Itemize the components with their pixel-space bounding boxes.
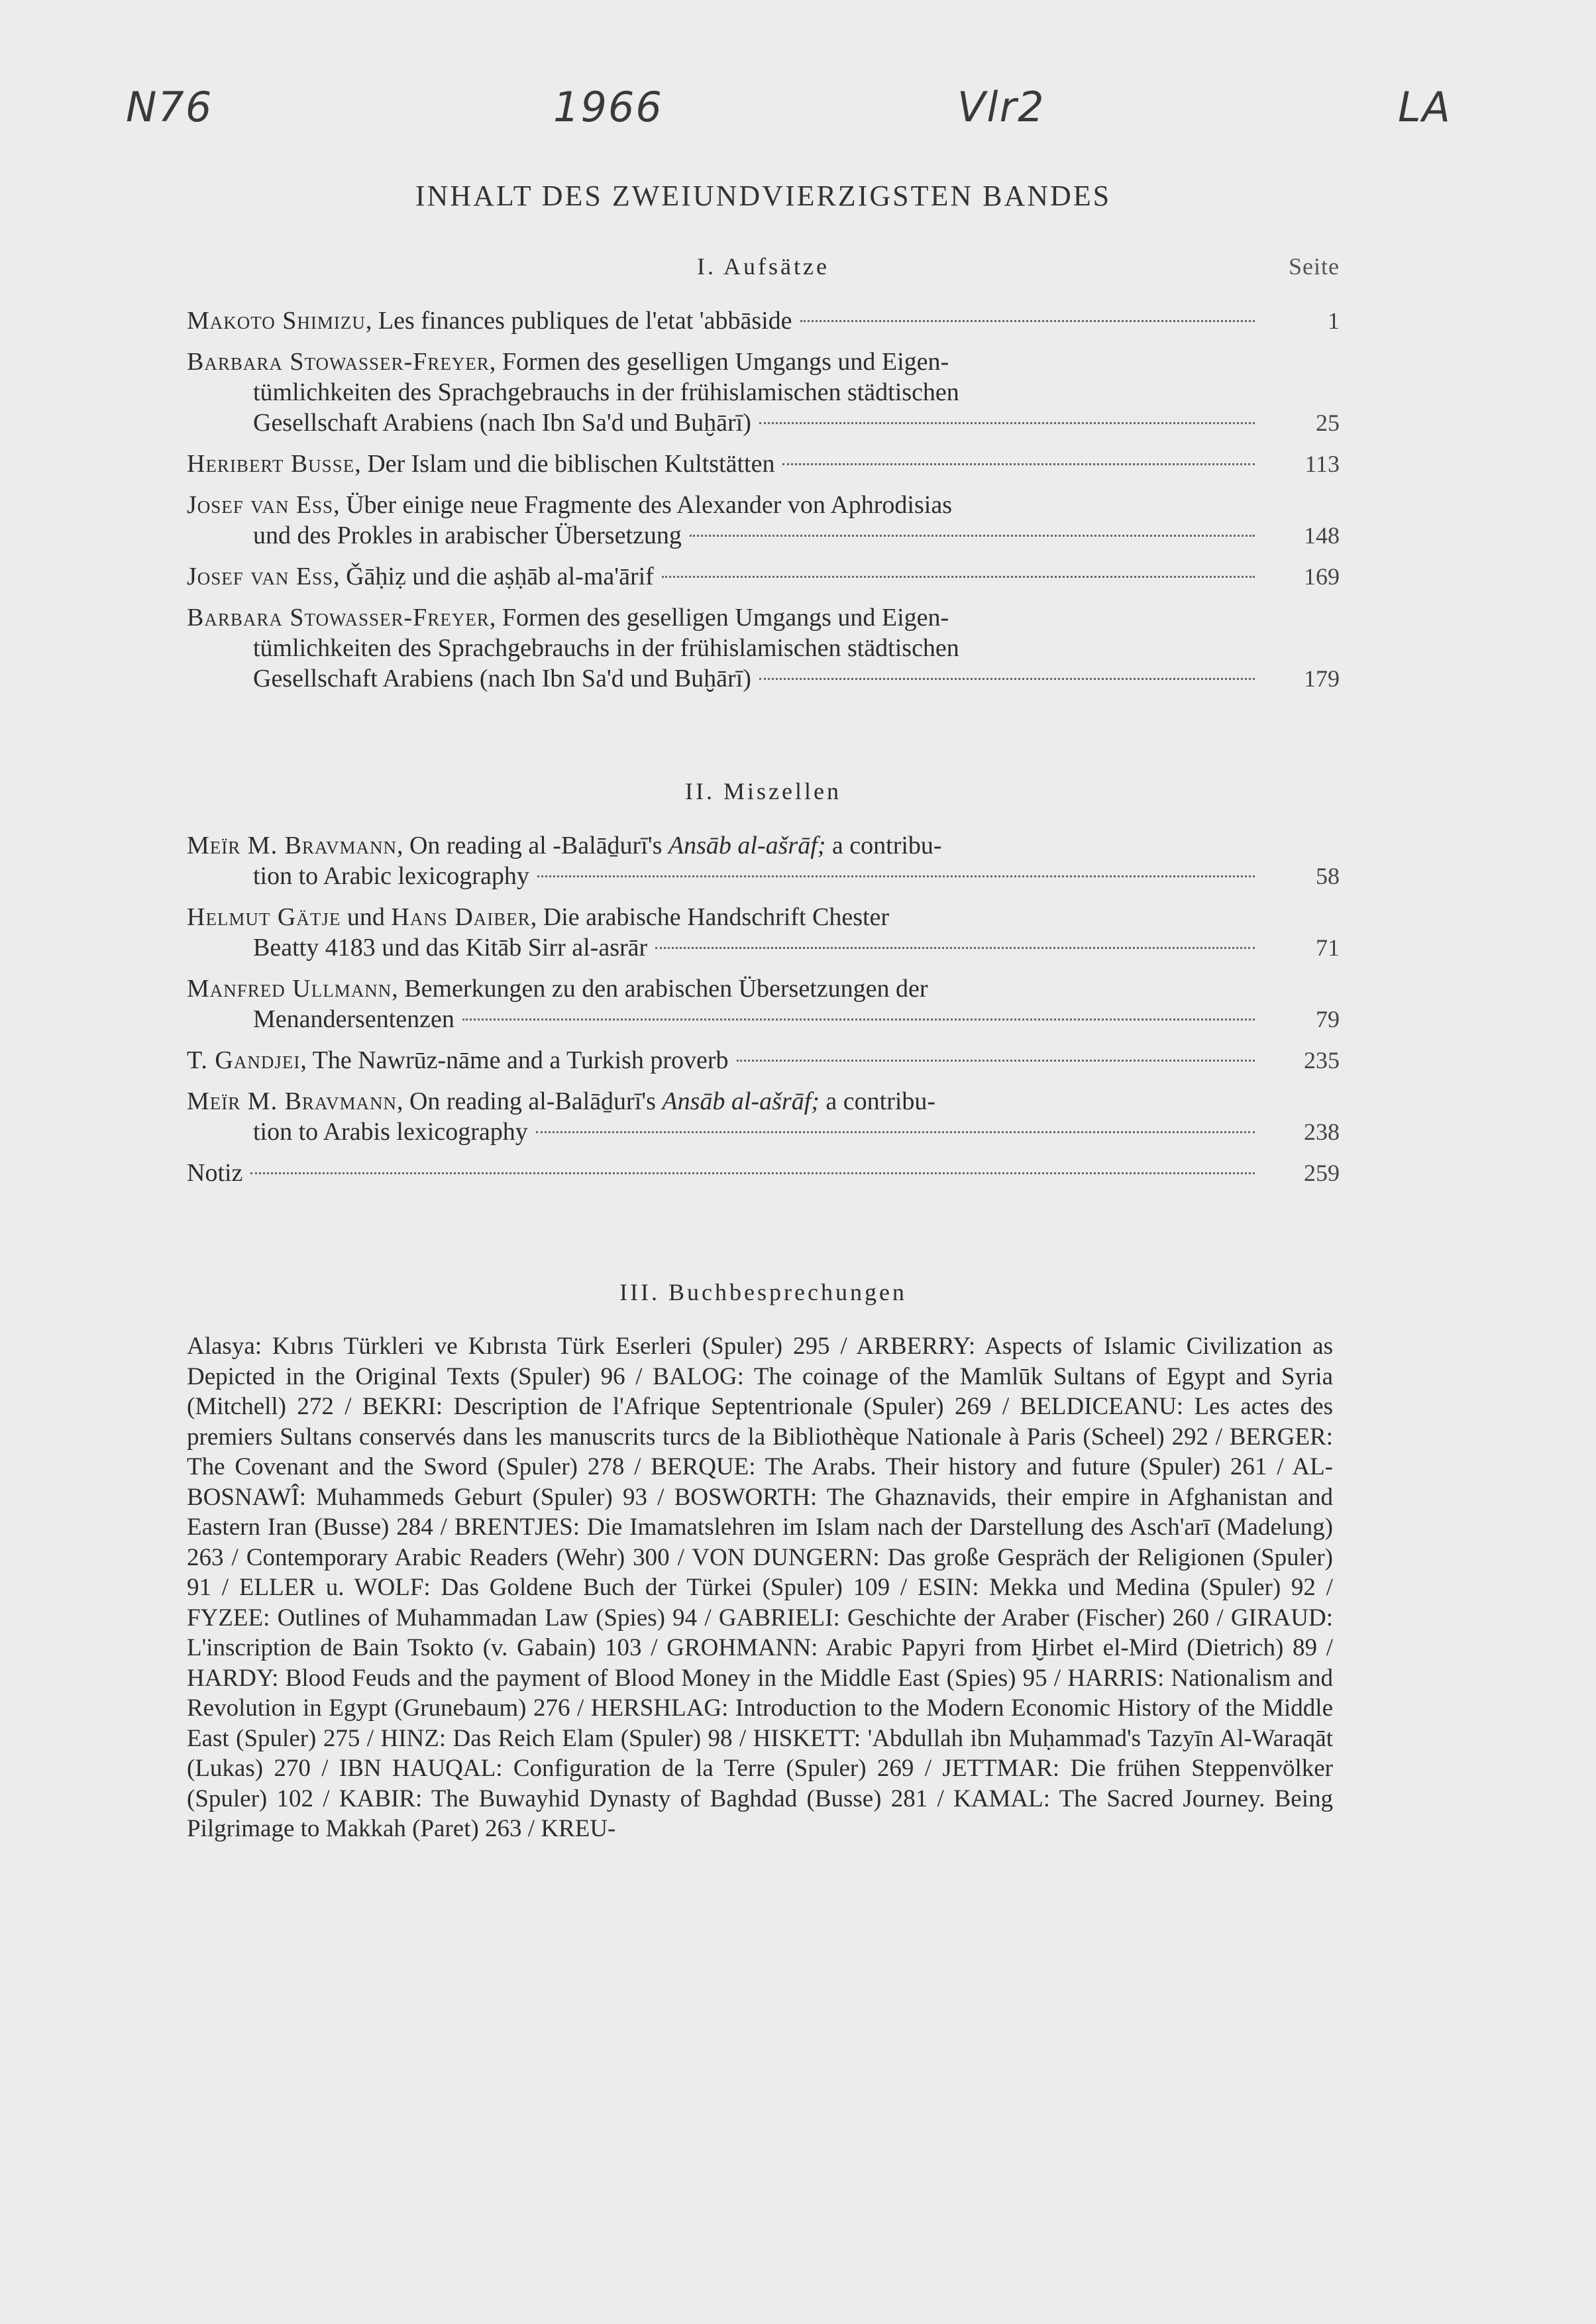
entry-title-italic: Ansāb al-ašrāf; xyxy=(662,1087,820,1115)
toc-entry: Barbara Stowasser-Freyer, Formen des geselligen Umgangs und Eigen- tümlichkeiten des Sprachgebrauchs in der frühislamischen städtischen Gesellschaft Arabiens (nach Ibn Sa'd und Buḫārī) 25 xyxy=(187,348,1340,437)
entry-title-cont: Gesellschaft Arabiens (nach Ibn Sa'd und Buḫārī) xyxy=(253,409,751,437)
entry-title-cont: tümlichkeiten des Sprachgebrauchs in der frühislamischen städtischen xyxy=(253,634,959,662)
entry-title: Formen des geselligen Umgangs und Eigen- xyxy=(502,604,949,632)
toc-entry: Manfred Ullmann, Bemerkungen zu den arabischen Übersetzungen der Menandersentenzen 79 xyxy=(187,975,1340,1033)
leader-dots xyxy=(462,1019,1255,1021)
toc-entry xyxy=(187,1158,1340,1188)
handwritten-mark: 1966 xyxy=(553,83,663,131)
handwritten-mark: LA xyxy=(1398,83,1452,131)
book-reviews-paragraph: Alasya: Kıbrıs Türkleri ve Kıbrısta Türk Eserleri (Spuler) 295 / ARBERRY: Aspects of Islamic Civilization as Depicted in the Original Texts (Spuler) 96 / BALOG: The coinage of the Mamlūk Sultans of Egypt and Syria (Mitchell) 272 / BEKRI: Description de l'Afrique Septentrionale (Spuler) 269 / BELDICEANU: Les actes des premiers Sultans conservés dans les manuscrits turcs de la Bibliothèque Nationale à Paris (Scheel) 292 / BERGER: The Covenant and the Sword (Spuler) 278 / BERQUE: The Arabs. Their history and future (Spuler) 261 / AL-BOSNAWÎ: Muhammeds Geburt (Spuler) 93 / BOSWORTH: The Ghaznavids, their empire in Afghanistan and Eastern Iran (Busse) 284 / BRENTJES: Die Imamatslehren im Islam nach der Darstellung des Asch'arī (Madelung) 263 / Contemporary Arabic Readers (Wehr) 300 / VON DUNGERN: Das große Gespräch der Religionen (Spuler) 91 / ELLER u. WOLF: Das Goldene Buch der Türkei (Spuler) 109 / ESIN: Mekka und Medina (Spuler) 92 / FYZEE: Outlines of Muhammadan Law (Spies) 94 / GABRIELI: Geschichte der Araber (Fischer) 260 / GIRAUD: L'inscription de Bain Tsokto (v. Gabain) 103 / GROHMANN: Arabic Papyri from Ḫirbet el-Mird (Dietrich) 89 / HARDY: Blood Feuds and the payment of Blood Money in the Middle East (Spies) 95 / HARRIS: Nationalism and Revolution in Egypt (Grunebaum) 276 / HERSHLAG: Introduction to the Modern Economic History of the Middle East (Spuler) 275 / HINZ: Das Reich Elam (Spuler) 98 / HISKETT: 'Abdullah ibn Muḥammad's Tazyīn Al-Waraqāt (Lukas) 270 / IBN HAUQAL: Configuration de la Terre (Spuler) 269 / JETTMAR: Die frühen Steppenvölker (Spuler) 102 / KABIR: The Buwayhid Dynasty of Baghdad (Busse) 281 / KAMAL: The Sacred Journey. Being Pilgrimage to Makkah (Paret) 263 / KREU- xyxy=(187,1333,1333,1842)
toc-entry: Josef van Ess, Über einige neue Fragmente des Alexander von Aphrodisias und des Prokles in arabischer Übersetzung 148 xyxy=(187,491,1340,549)
toc-entry: Barbara Stowasser-Freyer, Formen des geselligen Umgangs und Eigen- tümlichkeiten des Sprachgebrauchs in der frühislamischen städtischen Gesellschaft Arabiens (nach Ibn Sa'd und Buḫārī) 179 xyxy=(187,604,1340,692)
leader-dots xyxy=(250,1172,1255,1174)
entry-title-cont: tümlichkeiten des Sprachgebrauchs in der frühislamischen städtischen xyxy=(253,378,959,406)
entry-author: Meïr M. Bravmann xyxy=(187,832,397,859)
entry-title: Formen des geselligen Umgangs und Eigen- xyxy=(502,348,949,376)
entry-author: Heribert Busse xyxy=(187,450,355,478)
entry-page: 148 xyxy=(1304,522,1340,549)
entry-author: Helmut Gätje xyxy=(187,903,341,931)
leader-dots xyxy=(536,1131,1255,1133)
leader-dots xyxy=(800,320,1255,322)
section-title: III. Buchbesprechungen xyxy=(619,1279,907,1305)
toc-entry: T. Gandjei, The Nawrūz-nāme and a Turkish proverb 235 xyxy=(187,1046,1340,1074)
section-heading-buchbesprechungen xyxy=(187,1278,1340,1306)
entry-title-cont: und des Prokles in arabischer Übersetzung xyxy=(253,522,682,549)
entry-title: Notiz xyxy=(187,1159,243,1187)
toc-entry: Makoto Shimizu, Les finances publiques de l'etat 'abbāside 1 xyxy=(187,307,1340,335)
entry-page: 79 xyxy=(1316,1006,1340,1032)
entry-title-italic: Ansāb al-ašrāf; xyxy=(668,832,826,859)
toc-entry: Meïr M. Bravmann, On reading al -Balāḏurī's Ansāb al-ašrāf; a contribu- tion to Arabic lexicography 58 xyxy=(187,832,1340,890)
entry-title: Ǧāḥiẓ und die aṣḥāb al-ma'ārif xyxy=(346,563,654,590)
entry-title: Les finances publiques de l'etat 'abbāside xyxy=(378,307,792,335)
toc-entry: Josef van Ess, Ǧāḥiẓ und die aṣḥāb al-ma'ārif 169 xyxy=(187,563,1340,590)
entry-author: Barbara Stowasser-Freyer xyxy=(187,348,490,376)
entry-page: 113 xyxy=(1304,451,1340,477)
entry-author: Josef van Ess xyxy=(187,491,334,519)
entry-title: Der Islam und die biblischen Kultstätten xyxy=(367,450,775,478)
entry-author: T. Gandjei xyxy=(187,1046,301,1074)
entry-title: Bemerkungen zu den arabischen Übersetzungen der xyxy=(404,975,928,1003)
entry-page: 259 xyxy=(1304,1160,1340,1186)
leader-dots xyxy=(782,463,1255,465)
page-column-label: Seite xyxy=(1289,253,1340,280)
handwritten-mark: Vlr2 xyxy=(957,83,1045,131)
entry-page: 179 xyxy=(1304,665,1340,692)
leader-dots xyxy=(537,875,1255,877)
entry-title: a contribu- xyxy=(819,1087,936,1115)
entry-title-cont: Gesellschaft Arabiens (nach Ibn Sa'd und Buḫārī) xyxy=(253,665,751,692)
page-title: INHALT DES ZWEIUNDVIERZIGSTEN BANDES xyxy=(415,180,1112,212)
entry-page: 169 xyxy=(1304,563,1340,590)
leader-dots xyxy=(759,678,1255,680)
entry-title: a contribu- xyxy=(825,832,942,859)
entry-title: Über einige neue Fragmente des Alexander von Aphrodisias xyxy=(346,491,952,519)
entry-author: Manfred Ullmann xyxy=(187,975,392,1003)
section-title: I. Aufsätze xyxy=(697,253,829,280)
leader-dots xyxy=(690,535,1255,537)
entry-page: 238 xyxy=(1304,1119,1340,1145)
entry-title: On reading al -Balāḏurī's xyxy=(409,832,668,859)
entry-title-cont: Menandersentenzen xyxy=(253,1005,454,1033)
entry-author: Makoto Shimizu xyxy=(187,307,366,335)
entry-page: 25 xyxy=(1316,410,1340,436)
entry-page: 58 xyxy=(1316,863,1340,889)
leader-dots xyxy=(737,1060,1255,1062)
author-joiner: und xyxy=(341,903,392,931)
entry-title-cont: tion to Arabis lexicography xyxy=(253,1118,528,1146)
leader-dots xyxy=(759,422,1255,424)
entry-author: Josef van Ess xyxy=(187,563,334,590)
entry-title: The Nawrūz-nāme and a Turkish proverb xyxy=(312,1046,729,1074)
toc-entry: Meïr M. Bravmann, On reading al-Balāḏurī's Ansāb al-ašrāf; a contribu- tion to Arabis lexicography 238 xyxy=(187,1087,1340,1146)
entry-page: 235 xyxy=(1304,1047,1340,1074)
entry-author: Hans Daiber xyxy=(391,903,531,931)
entry-title-cont: tion to Arabic lexicography xyxy=(253,862,529,890)
leader-dots xyxy=(662,576,1255,578)
entry-title-cont: Beatty 4183 und das Kitāb Sirr al-asrār xyxy=(253,934,648,962)
section-heading-aufsaetze xyxy=(187,252,1340,280)
entry-title: Die arabische Handschrift Chester xyxy=(543,903,890,931)
toc-entry: Helmut Gätje und Hans Daiber, Die arabische Handschrift Chester Beatty 4183 und das Kitāb Sirr al-asrār 71 xyxy=(187,903,1340,962)
leader-dots xyxy=(655,947,1255,949)
table-of-contents xyxy=(187,179,1340,1844)
entry-page: 1 xyxy=(1328,307,1340,334)
entry-author: Meïr M. Bravmann xyxy=(187,1087,397,1115)
toc-entry: Heribert Busse, Der Islam und die biblischen Kultstätten 113 xyxy=(187,450,1340,478)
entry-title: On reading al-Balāḏurī's xyxy=(409,1087,663,1115)
entry-author: Barbara Stowasser-Freyer xyxy=(187,604,490,632)
section-title: II. Miszellen xyxy=(685,778,841,804)
handwritten-marks xyxy=(0,83,1596,136)
entry-page: 71 xyxy=(1316,934,1340,961)
handwritten-mark: N76 xyxy=(126,83,213,131)
section-heading-miszellen xyxy=(187,777,1340,805)
